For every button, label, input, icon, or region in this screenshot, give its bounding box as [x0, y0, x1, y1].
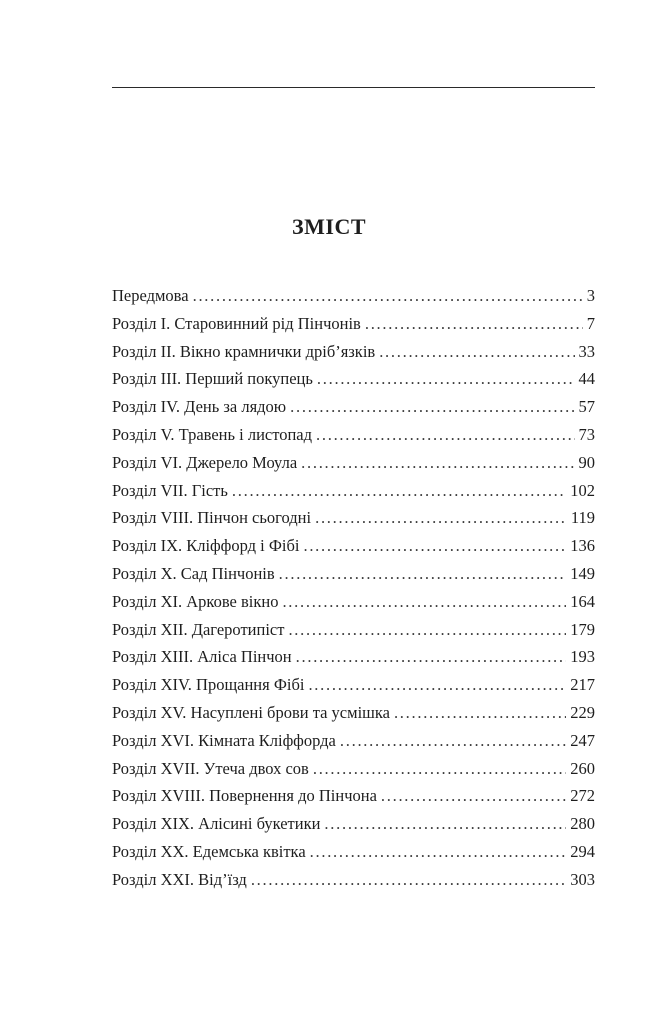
toc-entry-title: Розділ VІІІ. Пінчон сьогодні — [112, 508, 312, 528]
dot-leader — [232, 477, 566, 505]
dot-leader — [290, 393, 574, 421]
toc-entry-title: Розділ ХVІІ. Утеча двох сов — [112, 758, 309, 778]
toc-entry-title: Розділ VІІ. Гість — [112, 480, 228, 500]
dot-leader — [279, 560, 567, 588]
table-of-contents — [112, 282, 595, 894]
page-title: ЗМІСТ — [292, 214, 366, 239]
toc-entry — [112, 588, 595, 616]
dot-leader — [308, 671, 566, 699]
toc-entry — [112, 310, 595, 338]
toc-entry-page-number: 280 — [570, 814, 595, 834]
toc-entry-page-number: 164 — [570, 591, 595, 611]
toc-entry — [112, 866, 595, 894]
dot-leader — [381, 782, 566, 810]
toc-entry — [112, 338, 595, 366]
toc-entry-page-number: 136 — [570, 536, 595, 556]
toc-entry — [112, 560, 595, 588]
dot-leader — [379, 338, 574, 366]
toc-entry-title: Розділ ХХ. Едемська квітка — [112, 841, 306, 861]
toc-entry-page-number: 7 — [586, 313, 595, 333]
toc-entry — [112, 810, 595, 838]
toc-entry-title: Розділ Х. Сад Пінчонів — [112, 563, 275, 583]
toc-entry — [112, 421, 595, 449]
toc-entry-title: Розділ ХVІ. Кімната Кліффорда — [112, 730, 336, 750]
toc-entry-title: Розділ IV. День за лядою — [112, 397, 287, 417]
dot-leader — [288, 616, 566, 644]
toc-entry-page-number: 217 — [570, 675, 595, 695]
toc-entry — [112, 616, 595, 644]
toc-entry-title: Розділ ХІХ. Алісині букетики — [112, 814, 321, 834]
toc-entry-title: Розділ VІ. Джерело Моула — [112, 452, 298, 472]
dot-leader — [340, 727, 566, 755]
dot-leader — [315, 504, 567, 532]
toc-entry-title: Розділ ІІІ. Перший покупець — [112, 369, 313, 389]
dot-leader — [251, 866, 566, 894]
dot-leader — [296, 643, 567, 671]
dot-leader — [310, 838, 567, 866]
toc-entry — [112, 699, 595, 727]
toc-entry-page-number: 119 — [570, 508, 595, 528]
toc-entry-page-number: 44 — [578, 369, 595, 389]
top-rule — [112, 87, 595, 88]
toc-entry-title: Розділ ХVІІІ. Повернення до Пінчона — [112, 786, 377, 806]
toc-entry-title: Розділ ІХ. Кліффорд і Фібі — [112, 536, 300, 556]
toc-entry-page-number: 247 — [570, 730, 595, 750]
toc-entry — [112, 504, 595, 532]
toc-entry — [112, 532, 595, 560]
toc-entry-title: Розділ ХІІ. Дагеротипіст — [112, 619, 285, 639]
toc-entry — [112, 393, 595, 421]
toc-entry — [112, 755, 595, 783]
toc-entry-page-number: 57 — [578, 397, 595, 417]
dot-leader — [394, 699, 566, 727]
toc-entry-page-number: 179 — [570, 619, 595, 639]
dot-leader — [313, 755, 566, 783]
toc-entry-title: Розділ ХV. Насуплені брови та усмішка — [112, 702, 390, 722]
dot-leader — [193, 282, 583, 310]
toc-entry-page-number: 33 — [578, 341, 595, 361]
dot-leader — [317, 365, 575, 393]
toc-entry-page-number: 272 — [570, 786, 595, 806]
toc-entry-page-number: 294 — [570, 841, 595, 861]
dot-leader — [324, 810, 566, 838]
toc-entry-title: Розділ ХХІ. Від’їзд — [112, 869, 247, 889]
dot-leader — [316, 421, 574, 449]
toc-entry-title: Розділ ХІІІ. Аліса Пінчон — [112, 647, 292, 667]
dot-leader — [365, 310, 583, 338]
toc-entry-page-number: 260 — [570, 758, 595, 778]
toc-entry-page-number: 3 — [586, 286, 595, 305]
toc-entry-page-number: 193 — [570, 647, 595, 667]
toc-entry — [112, 365, 595, 393]
dot-leader — [282, 588, 566, 616]
toc-entry — [112, 671, 595, 699]
toc-entry-page-number: 149 — [570, 563, 595, 583]
toc-entry — [112, 838, 595, 866]
toc-entry — [112, 282, 595, 310]
toc-entry-page-number: 90 — [578, 452, 595, 472]
toc-entry-title: Розділ ІІ. Вікно крамнички дріб’язків — [112, 341, 376, 361]
toc-entry-title: Розділ ХІV. Прощання Фібі — [112, 675, 305, 695]
toc-entry-title: Розділ V. Травень і листопад — [112, 424, 313, 444]
toc-entry-title: Розділ І. Старовинний рід Пінчонів — [112, 313, 361, 333]
toc-entry-page-number: 229 — [570, 702, 595, 722]
toc-entry — [112, 643, 595, 671]
toc-entry-title: Розділ ХІ. Аркове вікно — [112, 591, 279, 611]
toc-entry — [112, 782, 595, 810]
toc-entry-page-number: 102 — [570, 480, 595, 500]
toc-entry-page-number: 303 — [570, 869, 595, 889]
dot-leader — [301, 449, 574, 477]
toc-entry — [112, 477, 595, 505]
toc-entry — [112, 449, 595, 477]
dot-leader — [303, 532, 566, 560]
toc-entry-title: Передмова — [112, 286, 189, 305]
toc-entry — [112, 727, 595, 755]
toc-entry-page-number: 73 — [578, 424, 595, 444]
